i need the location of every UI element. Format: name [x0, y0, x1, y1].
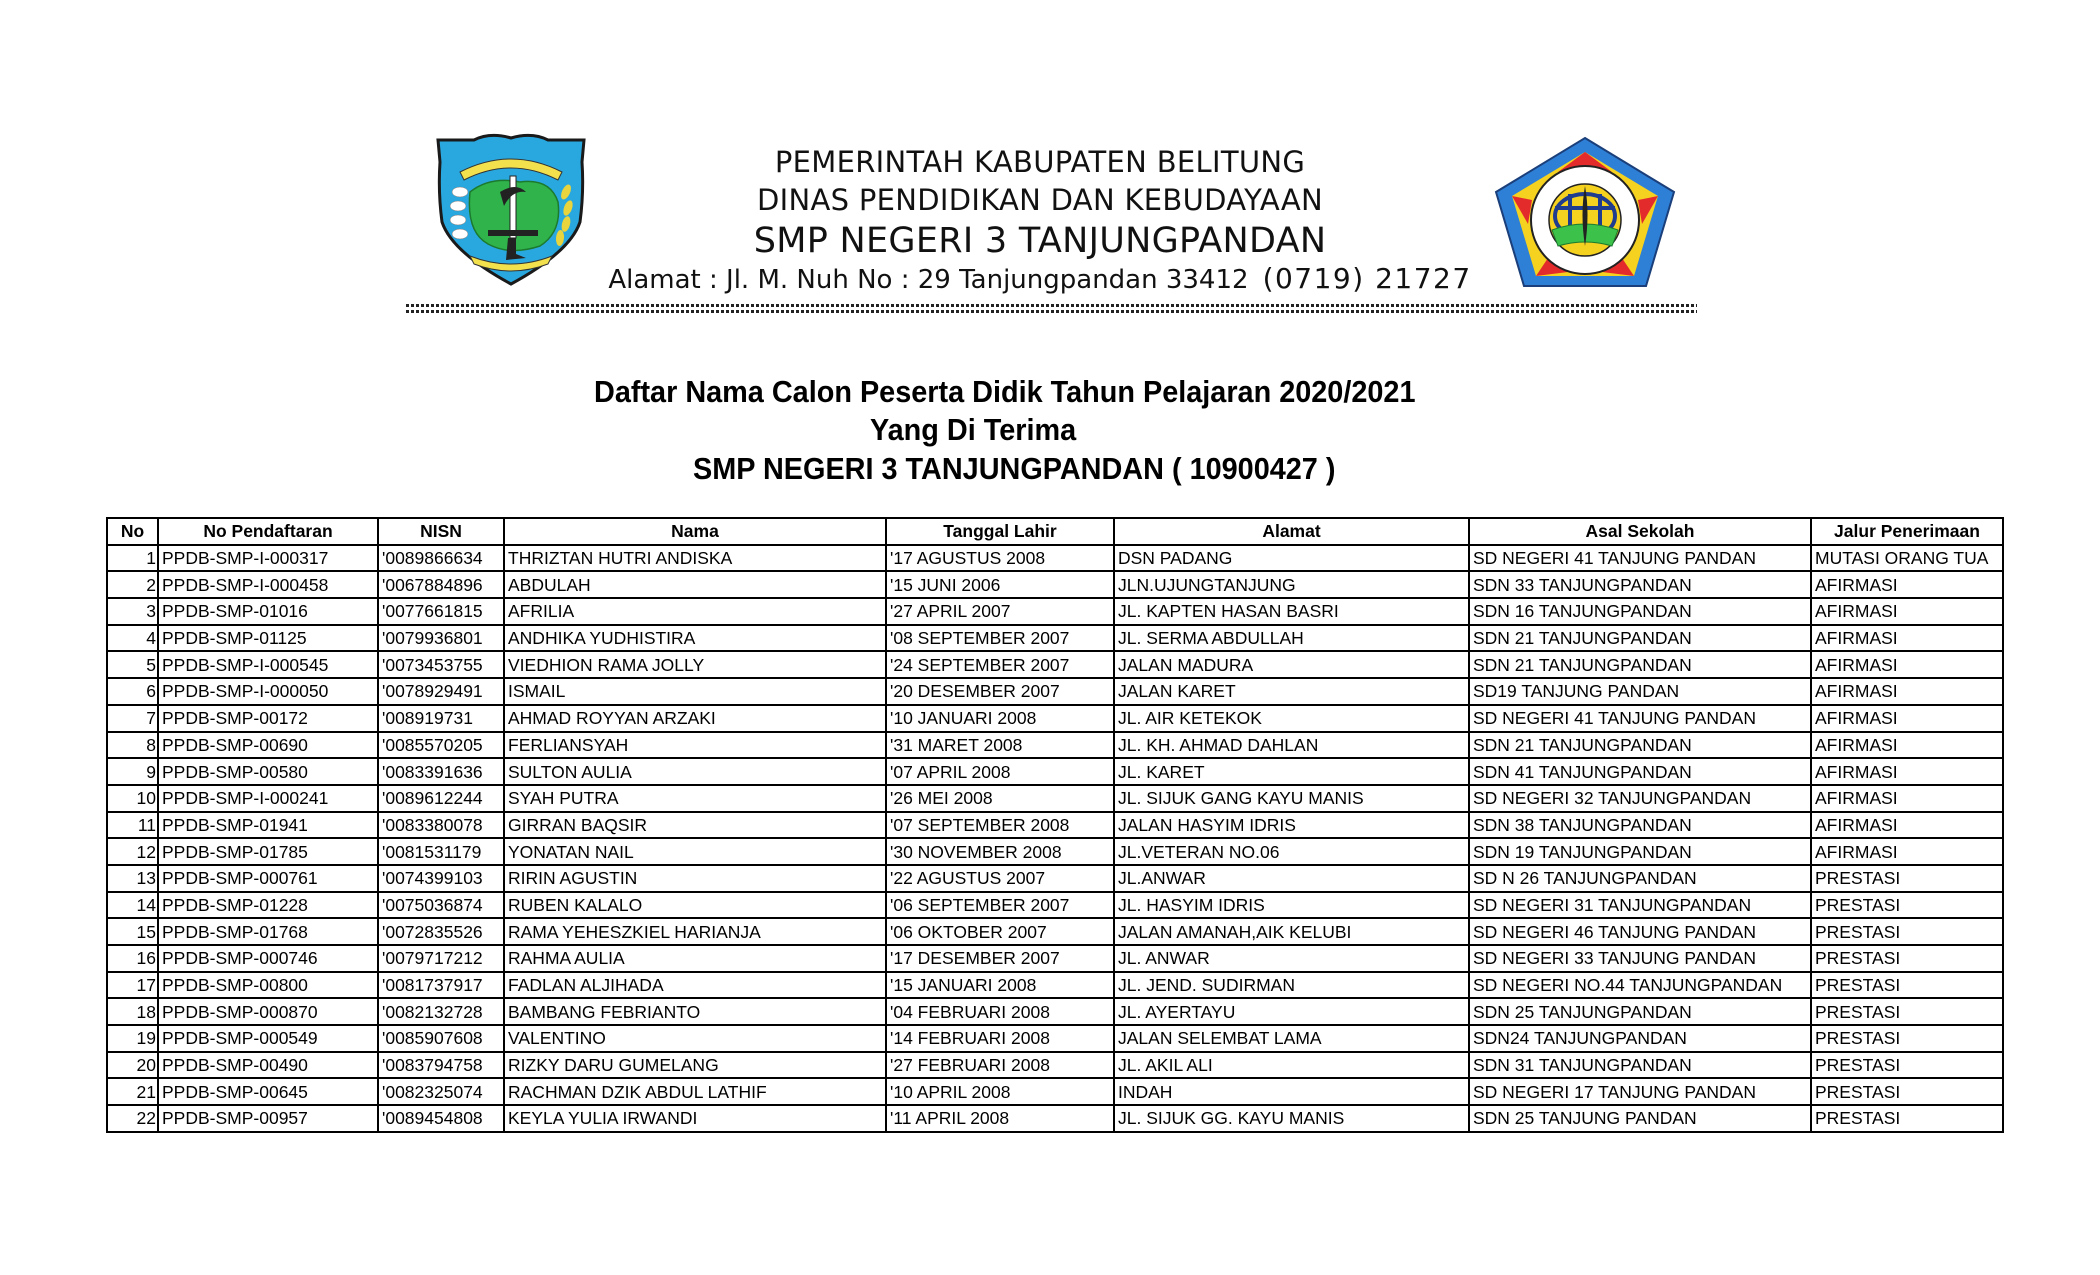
- cell-nisn: '0081531179: [378, 838, 504, 865]
- table-row: [107, 812, 2003, 839]
- cell-jalur-penerimaan: AFIRMASI: [1811, 625, 2003, 652]
- cell-alamat: JL. AIR KETEKOK: [1114, 705, 1469, 732]
- cell-nisn: '0083391636: [378, 758, 504, 785]
- cell-nisn: '0083794758: [378, 1052, 504, 1079]
- cell-alamat: JL. KAPTEN HASAN BASRI: [1114, 598, 1469, 625]
- letterhead-address: Alamat : Jl. M. Nuh No : 29 Tanjungpandan 33412: [608, 265, 1249, 295]
- cell-nama: KEYLA YULIA IRWANDI: [504, 1105, 886, 1132]
- cell-nisn: '0089866634: [378, 545, 504, 572]
- table-row: [107, 918, 2003, 945]
- cell-nisn: '0073453755: [378, 651, 504, 678]
- cell-asal-sekolah: SDN 41 TANJUNGPANDAN: [1469, 758, 1811, 785]
- cell-jalur-penerimaan: AFIRMASI: [1811, 785, 2003, 812]
- cell-nama: SULTON AULIA: [504, 758, 886, 785]
- cell-no-pendaftaran: PPDB-SMP-I-000050: [158, 678, 378, 705]
- cell-tanggal-lahir: '10 JANUARI 2008: [886, 705, 1114, 732]
- cell-no-pendaftaran: PPDB-SMP-01768: [158, 918, 378, 945]
- cell-jalur-penerimaan: PRESTASI: [1811, 1025, 2003, 1052]
- table-row: [107, 1025, 2003, 1052]
- letterhead-government-line: PEMERINTAH KABUPATEN BELITUNG: [774, 145, 1306, 179]
- cell-jalur-penerimaan: AFIRMASI: [1811, 838, 2003, 865]
- cell-asal-sekolah: SDN24 TANJUNGPANDAN: [1469, 1025, 1811, 1052]
- cell-alamat: JLN.UJUNGTANJUNG: [1114, 571, 1469, 598]
- cell-no: 18: [107, 998, 158, 1025]
- cell-jalur-penerimaan: AFIRMASI: [1811, 651, 2003, 678]
- header-no-pendaftaran: No Pendaftaran: [158, 518, 378, 545]
- header-asal-sekolah: Asal Sekolah: [1469, 518, 1811, 545]
- cell-asal-sekolah: SD NEGERI 41 TANJUNG PANDAN: [1469, 545, 1811, 572]
- cell-jalur-penerimaan: AFIRMASI: [1811, 598, 2003, 625]
- cell-no: 17: [107, 972, 158, 999]
- cell-asal-sekolah: SD NEGERI NO.44 TANJUNGPANDAN: [1469, 972, 1811, 999]
- cell-nama: RIZKY DARU GUMELANG: [504, 1052, 886, 1079]
- table-row: [107, 571, 2003, 598]
- cell-jalur-penerimaan: PRESTASI: [1811, 918, 2003, 945]
- letterhead-department-line: DINAS PENDIDIKAN DAN KEBUDAYAAN: [757, 183, 1323, 217]
- cell-alamat: JALAN SELEMBAT LAMA: [1114, 1025, 1469, 1052]
- cell-nama: RIRIN AGUSTIN: [504, 865, 886, 892]
- cell-nama: RACHMAN DZIK ABDUL LATHIF: [504, 1078, 886, 1105]
- cell-nama: AHMAD ROYYAN ARZAKI: [504, 705, 886, 732]
- cell-nama: RAHMA AULIA: [504, 945, 886, 972]
- table-row: [107, 625, 2003, 652]
- cell-nisn: '0078929491: [378, 678, 504, 705]
- cell-no-pendaftaran: PPDB-SMP-000870: [158, 998, 378, 1025]
- cell-no-pendaftaran: PPDB-SMP-000761: [158, 865, 378, 892]
- cell-jalur-penerimaan: AFIRMASI: [1811, 678, 2003, 705]
- cell-nama: ISMAIL: [504, 678, 886, 705]
- cell-nama: BAMBANG FEBRIANTO: [504, 998, 886, 1025]
- cell-asal-sekolah: SD NEGERI 31 TANJUNGPANDAN: [1469, 892, 1811, 919]
- cell-nisn: '0089612244: [378, 785, 504, 812]
- table-row: [107, 838, 2003, 865]
- cell-tanggal-lahir: '14 FEBRUARI 2008: [886, 1025, 1114, 1052]
- cell-jalur-penerimaan: PRESTASI: [1811, 972, 2003, 999]
- admitted-students-table: [106, 517, 2004, 1133]
- cell-tanggal-lahir: '07 APRIL 2008: [886, 758, 1114, 785]
- cell-asal-sekolah: SD NEGERI 17 TANJUNG PANDAN: [1469, 1078, 1811, 1105]
- header-tanggal-lahir: Tanggal Lahir: [886, 518, 1114, 545]
- cell-no: 4: [107, 625, 158, 652]
- cell-alamat: JL. HASYIM IDRIS: [1114, 892, 1469, 919]
- cell-alamat: JL. AYERTAYU: [1114, 998, 1469, 1025]
- cell-no: 2: [107, 571, 158, 598]
- cell-no-pendaftaran: PPDB-SMP-01125: [158, 625, 378, 652]
- cell-jalur-penerimaan: PRESTASI: [1811, 1078, 2003, 1105]
- cell-no: 7: [107, 705, 158, 732]
- cell-no-pendaftaran: PPDB-SMP-00800: [158, 972, 378, 999]
- cell-tanggal-lahir: '17 DESEMBER 2007: [886, 945, 1114, 972]
- cell-alamat: JALAN HASYIM IDRIS: [1114, 812, 1469, 839]
- letterhead-separator-dotted-bottom: [406, 310, 1697, 313]
- cell-no: 20: [107, 1052, 158, 1079]
- cell-jalur-penerimaan: MUTASI ORANG TUA: [1811, 545, 2003, 572]
- cell-asal-sekolah: SDN 31 TANJUNGPANDAN: [1469, 1052, 1811, 1079]
- cell-asal-sekolah: SD19 TANJUNG PANDAN: [1469, 678, 1811, 705]
- cell-jalur-penerimaan: AFIRMASI: [1811, 812, 2003, 839]
- cell-tanggal-lahir: '06 SEPTEMBER 2007: [886, 892, 1114, 919]
- cell-nama: THRIZTAN HUTRI ANDISKA: [504, 545, 886, 572]
- cell-no-pendaftaran: PPDB-SMP-00490: [158, 1052, 378, 1079]
- cell-no-pendaftaran: PPDB-SMP-00645: [158, 1078, 378, 1105]
- cell-no: 22: [107, 1105, 158, 1132]
- cell-no-pendaftaran: PPDB-SMP-01228: [158, 892, 378, 919]
- table-row: [107, 758, 2003, 785]
- table-row: [107, 892, 2003, 919]
- cell-tanggal-lahir: '15 JUNI 2006: [886, 571, 1114, 598]
- cell-no: 19: [107, 1025, 158, 1052]
- cell-tanggal-lahir: '17 AGUSTUS 2008: [886, 545, 1114, 572]
- cell-asal-sekolah: SDN 25 TANJUNG PANDAN: [1469, 1105, 1811, 1132]
- cell-nisn: '0081737917: [378, 972, 504, 999]
- cell-tanggal-lahir: '30 NOVEMBER 2008: [886, 838, 1114, 865]
- cell-nisn: '0079936801: [378, 625, 504, 652]
- cell-nisn: '0085907608: [378, 1025, 504, 1052]
- table-row: [107, 945, 2003, 972]
- cell-nisn: '0077661815: [378, 598, 504, 625]
- cell-nisn: '0079717212: [378, 945, 504, 972]
- cell-nisn: '0075036874: [378, 892, 504, 919]
- cell-alamat: JL.VETERAN NO.06: [1114, 838, 1469, 865]
- cell-tanggal-lahir: '22 AGUSTUS 2007: [886, 865, 1114, 892]
- cell-no-pendaftaran: PPDB-SMP-I-000458: [158, 571, 378, 598]
- cell-no: 3: [107, 598, 158, 625]
- cell-nama: VIEDHION RAMA JOLLY: [504, 651, 886, 678]
- table-row: [107, 1078, 2003, 1105]
- cell-tanggal-lahir: '07 SEPTEMBER 2008: [886, 812, 1114, 839]
- cell-no: 1: [107, 545, 158, 572]
- table-row: [107, 651, 2003, 678]
- cell-nama: VALENTINO: [504, 1025, 886, 1052]
- cell-asal-sekolah: SDN 33 TANJUNGPANDAN: [1469, 571, 1811, 598]
- cell-no-pendaftaran: PPDB-SMP-00957: [158, 1105, 378, 1132]
- cell-nisn: '008919731: [378, 705, 504, 732]
- smp-negeri-3-emblem-icon: [1492, 134, 1678, 289]
- header-alamat: Alamat: [1114, 518, 1469, 545]
- cell-no: 13: [107, 865, 158, 892]
- cell-alamat: JL. KARET: [1114, 758, 1469, 785]
- cell-alamat: JALAN MADURA: [1114, 651, 1469, 678]
- cell-asal-sekolah: SD NEGERI 46 TANJUNG PANDAN: [1469, 918, 1811, 945]
- cell-alamat: JL.ANWAR: [1114, 865, 1469, 892]
- cell-no: 10: [107, 785, 158, 812]
- cell-jalur-penerimaan: PRESTASI: [1811, 1105, 2003, 1132]
- cell-nama: FADLAN ALJIHADA: [504, 972, 886, 999]
- header-nisn: NISN: [378, 518, 504, 545]
- cell-no: 8: [107, 732, 158, 759]
- cell-no-pendaftaran: PPDB-SMP-01941: [158, 812, 378, 839]
- cell-alamat: JL. JEND. SUDIRMAN: [1114, 972, 1469, 999]
- kabupaten-belitung-emblem-icon: [430, 132, 592, 287]
- cell-tanggal-lahir: '31 MARET 2008: [886, 732, 1114, 759]
- cell-jalur-penerimaan: AFIRMASI: [1811, 758, 2003, 785]
- table-row: [107, 545, 2003, 572]
- cell-alamat: JL. SERMA ABDULLAH: [1114, 625, 1469, 652]
- cell-asal-sekolah: SDN 21 TANJUNGPANDAN: [1469, 625, 1811, 652]
- cell-nama: FERLIANSYAH: [504, 732, 886, 759]
- cell-asal-sekolah: SDN 25 TANJUNGPANDAN: [1469, 998, 1811, 1025]
- cell-nisn: '0082325074: [378, 1078, 504, 1105]
- cell-no: 11: [107, 812, 158, 839]
- table-body: [107, 545, 2003, 1132]
- table-row: [107, 865, 2003, 892]
- cell-no: 5: [107, 651, 158, 678]
- table-row: [107, 998, 2003, 1025]
- document-title: Daftar Nama Calon Peserta Didik Tahun Pelajaran 2020/2021: [594, 374, 1416, 409]
- cell-jalur-penerimaan: PRESTASI: [1811, 892, 2003, 919]
- cell-nisn: '0085570205: [378, 732, 504, 759]
- table-row: [107, 732, 2003, 759]
- cell-jalur-penerimaan: PRESTASI: [1811, 998, 2003, 1025]
- cell-nisn: '0089454808: [378, 1105, 504, 1132]
- cell-no-pendaftaran: PPDB-SMP-01016: [158, 598, 378, 625]
- cell-alamat: JL. SIJUK GG. KAYU MANIS: [1114, 1105, 1469, 1132]
- cell-asal-sekolah: SDN 21 TANJUNGPANDAN: [1469, 651, 1811, 678]
- header-nama: Nama: [504, 518, 886, 545]
- cell-nama: GIRRAN BAQSIR: [504, 812, 886, 839]
- cell-no: 9: [107, 758, 158, 785]
- cell-nama: RAMA YEHESZKIEL HARIANJA: [504, 918, 886, 945]
- header-jalur-penerimaan: Jalur Penerimaan: [1811, 518, 2003, 545]
- cell-alamat: JL. AKIL ALI: [1114, 1052, 1469, 1079]
- cell-nama: AFRILIA: [504, 598, 886, 625]
- cell-nama: ANDHIKA YUDHISTIRA: [504, 625, 886, 652]
- cell-no-pendaftaran: PPDB-SMP-I-000545: [158, 651, 378, 678]
- cell-jalur-penerimaan: AFIRMASI: [1811, 705, 2003, 732]
- cell-tanggal-lahir: '27 APRIL 2007: [886, 598, 1114, 625]
- cell-nama: ABDULAH: [504, 571, 886, 598]
- cell-tanggal-lahir: '26 MEI 2008: [886, 785, 1114, 812]
- cell-tanggal-lahir: '15 JANUARI 2008: [886, 972, 1114, 999]
- cell-tanggal-lahir: '10 APRIL 2008: [886, 1078, 1114, 1105]
- table-row: [107, 1052, 2003, 1079]
- cell-jalur-penerimaan: PRESTASI: [1811, 1052, 2003, 1079]
- cell-alamat: JALAN KARET: [1114, 678, 1469, 705]
- cell-nama: SYAH PUTRA: [504, 785, 886, 812]
- table-row: [107, 785, 2003, 812]
- cell-alamat: INDAH: [1114, 1078, 1469, 1105]
- header-no: No: [107, 518, 158, 545]
- cell-asal-sekolah: SDN 19 TANJUNGPANDAN: [1469, 838, 1811, 865]
- cell-no-pendaftaran: PPDB-SMP-000549: [158, 1025, 378, 1052]
- letterhead-phone: (0719) 21727: [1262, 262, 1472, 295]
- cell-alamat: JL. ANWAR: [1114, 945, 1469, 972]
- letterhead-separator-dotted-top: [406, 304, 1697, 307]
- cell-no-pendaftaran: PPDB-SMP-I-000317: [158, 545, 378, 572]
- cell-alamat: JL. SIJUK GANG KAYU MANIS: [1114, 785, 1469, 812]
- table-row: [107, 972, 2003, 999]
- cell-asal-sekolah: SD NEGERI 41 TANJUNG PANDAN: [1469, 705, 1811, 732]
- cell-jalur-penerimaan: PRESTASI: [1811, 865, 2003, 892]
- cell-jalur-penerimaan: PRESTASI: [1811, 945, 2003, 972]
- cell-nisn: '0074399103: [378, 865, 504, 892]
- cell-no-pendaftaran: PPDB-SMP-00172: [158, 705, 378, 732]
- table-row: [107, 705, 2003, 732]
- cell-no-pendaftaran: PPDB-SMP-00580: [158, 758, 378, 785]
- cell-nisn: '0072835526: [378, 918, 504, 945]
- cell-asal-sekolah: SDN 16 TANJUNGPANDAN: [1469, 598, 1811, 625]
- cell-nisn: '0082132728: [378, 998, 504, 1025]
- cell-tanggal-lahir: '11 APRIL 2008: [886, 1105, 1114, 1132]
- cell-tanggal-lahir: '20 DESEMBER 2007: [886, 678, 1114, 705]
- cell-nisn: '0083380078: [378, 812, 504, 839]
- cell-no: 16: [107, 945, 158, 972]
- cell-jalur-penerimaan: AFIRMASI: [1811, 571, 2003, 598]
- cell-asal-sekolah: SDN 38 TANJUNGPANDAN: [1469, 812, 1811, 839]
- cell-tanggal-lahir: '08 SEPTEMBER 2007: [886, 625, 1114, 652]
- cell-nama: RUBEN KALALO: [504, 892, 886, 919]
- letterhead-address-line: [600, 262, 1480, 295]
- cell-jalur-penerimaan: AFIRMASI: [1811, 732, 2003, 759]
- cell-no-pendaftaran: PPDB-SMP-01785: [158, 838, 378, 865]
- document-subtitle: Yang Di Terima: [870, 412, 1077, 447]
- cell-no-pendaftaran: PPDB-SMP-I-000241: [158, 785, 378, 812]
- cell-alamat: JALAN AMANAH,AIK KELUBI: [1114, 918, 1469, 945]
- table-row: [107, 1105, 2003, 1132]
- cell-asal-sekolah: SD NEGERI 33 TANJUNG PANDAN: [1469, 945, 1811, 972]
- table-header-row: [107, 518, 2003, 545]
- cell-tanggal-lahir: '27 FEBRUARI 2008: [886, 1052, 1114, 1079]
- cell-no: 12: [107, 838, 158, 865]
- cell-tanggal-lahir: '24 SEPTEMBER 2007: [886, 651, 1114, 678]
- cell-alamat: DSN PADANG: [1114, 545, 1469, 572]
- cell-no: 21: [107, 1078, 158, 1105]
- cell-no: 15: [107, 918, 158, 945]
- cell-tanggal-lahir: '04 FEBRUARI 2008: [886, 998, 1114, 1025]
- cell-no: 6: [107, 678, 158, 705]
- cell-asal-sekolah: SDN 21 TANJUNGPANDAN: [1469, 732, 1811, 759]
- table-row: [107, 598, 2003, 625]
- cell-asal-sekolah: SD N 26 TANJUNGPANDAN: [1469, 865, 1811, 892]
- document-school-code: SMP NEGERI 3 TANJUNGPANDAN ( 10900427 ): [693, 451, 1336, 486]
- letterhead-school-name: SMP NEGERI 3 TANJUNGPANDAN: [753, 221, 1327, 261]
- cell-asal-sekolah: SD NEGERI 32 TANJUNGPANDAN: [1469, 785, 1811, 812]
- cell-nisn: '0067884896: [378, 571, 504, 598]
- cell-no-pendaftaran: PPDB-SMP-00690: [158, 732, 378, 759]
- table-row: [107, 678, 2003, 705]
- cell-no: 14: [107, 892, 158, 919]
- cell-no-pendaftaran: PPDB-SMP-000746: [158, 945, 378, 972]
- cell-tanggal-lahir: '06 OKTOBER 2007: [886, 918, 1114, 945]
- cell-nama: YONATAN NAIL: [504, 838, 886, 865]
- cell-alamat: JL. KH. AHMAD DAHLAN: [1114, 732, 1469, 759]
